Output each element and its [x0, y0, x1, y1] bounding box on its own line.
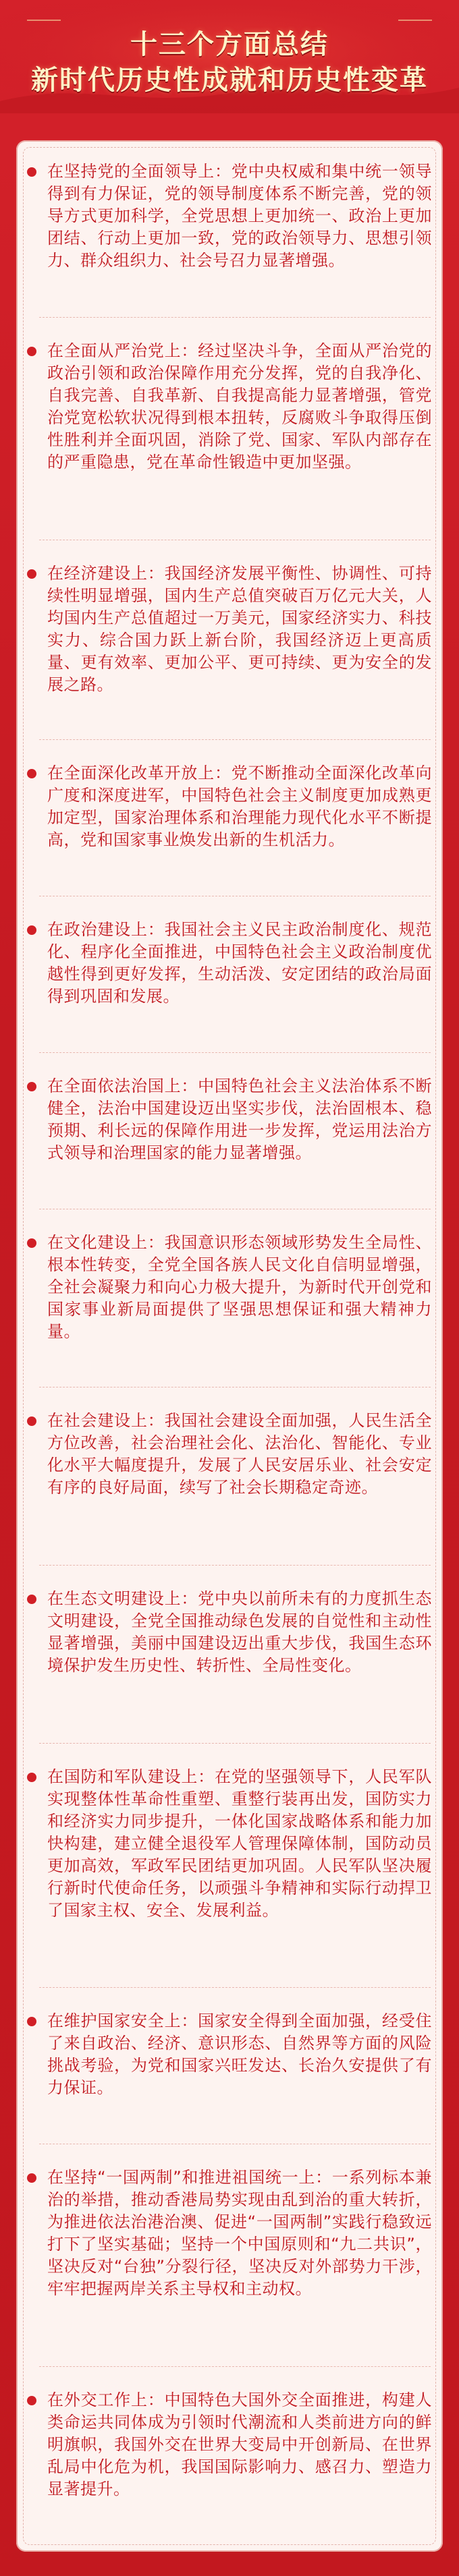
bullet-icon	[27, 167, 36, 177]
bullet-icon	[27, 1595, 36, 1604]
bullet-icon	[27, 1238, 36, 1248]
divider	[39, 317, 431, 318]
list-item-text: 在全面深化改革开放上：党不断推动全面深化改革向广度和深度进军，中国特色社会主义制度更加成熟更加定型，国家治理体系和治理能力现代化水平不断提高，党和国家事业焕发出新的生机活力。	[47, 764, 432, 849]
bullet-icon	[27, 925, 36, 935]
list-item	[43, 1410, 432, 1499]
list-item-text: 在外交工作上：中国特色大国外交全面推进，构建人类命运共同体成为引领时代潮流和人类前进方向的鲜明旗帜，我国外交在世界大变局中开创新局、在世界乱局中化危为机，我国国际影响力、感召力、塑造力显著提升。	[47, 2391, 432, 2498]
list-item	[43, 762, 432, 851]
list-item-text: 在全面从严治党上：经过坚决斗争，全面从严治党的政治引领和政治保障作用充分发挥，党的自我净化、自我完善、自我革新、自我提高能力显著增强，管党治党宽松软状况得到根本扭转，反腐败斗争取得压倒性胜利并全面巩固，消除了党、国家、军队内部存在的严重隐患，党在革命性锻造中更加坚强。	[47, 341, 432, 471]
page-title-line-2: 新时代历史性成就和历史性变革	[31, 65, 428, 96]
list-item-text: 在文化建设上：我国意识形态领域形势发生全局性、根本性转变，全党全国各族人民文化自信明显增强，全社会凝聚力和向心力极大提升，为新时代开创党和国家事业新局面提供了坚强思想保证和强大精神力量。	[47, 1233, 432, 1341]
list-item-text: 在坚持“一国两制”和推进祖国统一上：一系列标本兼治的举措，推动香港局势实现由乱到治的重大转折，为推进依法治港治澳、促进“一国两制”实践行稳致远打下了坚实基础；坚持一个中国原则和“九二共识”，坚决反对“台独”分裂行径，坚决反对外部势力干涉，牢牢把握两岸关系主导权和主动权。	[47, 2168, 432, 2298]
divider	[39, 1987, 431, 1988]
list-item-text: 在生态文明建设上：党中央以前所未有的力度抓生态文明建设，全党全国推动绿色发展的自觉性和主动性显著增强，美丽中国建设迈出重大步伐，我国生态环境保护发生历史性、转折性、全局性变化。	[47, 1589, 432, 1675]
divider	[39, 2366, 431, 2367]
content-card	[16, 140, 443, 2552]
list-item-text: 在坚持党的全面领导上：党中央权威和集中统一领导得到有力保证，党的领导制度体系不断完善，党的领导方式更加科学，全党思想上更加统一、政治上更加团结、行动上更加一致，党的政治领导力、思想引领力、群众组织力、社会号召力显著增强。	[47, 162, 432, 270]
bullet-icon	[27, 2017, 36, 2026]
bullet-icon	[27, 769, 36, 778]
list-item-text: 在国防和军队建设上：在党的坚强领导下，人民军队实现整体性革命性重塑、重整行装再出发，国防实力和经济实力同步提升，一体化国家战略体系和能力加快构建，建立健全退役军人管理保障体制，国防动员更加高效，军政军民团结更加巩固。人民军队坚决履行新时代使命任务，以顽强斗争精神和实际行动捍卫了国家主权、安全、发展利益。	[47, 1767, 432, 1920]
list-item	[43, 2167, 432, 2300]
bullet-icon	[27, 569, 36, 579]
list-item	[43, 1766, 432, 1922]
bullet-icon	[27, 2396, 36, 2405]
bullet-icon	[27, 347, 36, 356]
list-item-text: 在全面依法治国上：中国特色社会主义法治体系不断健全，法治中国建设迈出坚实步伐，法治固根本、稳预期、利长远的保障作用进一步发挥，党运用法治方式领导和治理国家的能力显著增强。	[47, 1077, 432, 1162]
divider	[39, 1565, 431, 1566]
header	[0, 0, 459, 113]
bullet-icon	[27, 1773, 36, 1782]
list-item-text: 在政治建设上：我国社会主义民主政治制度化、规范化、程序化全面推进，中国特色社会主义政治制度优越性得到更好发挥，生动活泼、安定团结的政治局面得到巩固和发展。	[47, 920, 432, 1006]
list-item-text: 在社会建设上：我国社会建设全面加强，人民生活全方位改善，社会治理社会化、法治化、智能化、专业化水平大幅度提升，发展了人民安居乐业、社会安定有序的良好局面，续写了社会长期稳定奇迹。	[47, 1411, 432, 1497]
list-item	[43, 1075, 432, 1164]
divider	[39, 739, 431, 740]
list-item	[43, 1588, 432, 1677]
bullet-icon	[27, 2173, 36, 2183]
list-item	[43, 2010, 432, 2099]
list-item-text: 在维护国家安全上：国家安全得到全面加强，经受住了来自政治、经济、意识形态、自然界等方面的风险挑战考验，为党和国家兴旺发达、长治久安提供了有力保证。	[47, 2011, 432, 2097]
divider	[39, 1052, 431, 1053]
list-item-text: 在经济建设上：我国经济发展平衡性、协调性、可持续性明显增强，国内生产总值突破百万亿元大关，人均国内生产总值超过一万美元，国家经济实力、科技实力、综合国力跃上新台阶，我国经济迈上更高质量、更有效率、更加公平、更可持续、更为安全的发展之路。	[47, 564, 432, 694]
page-title-line-1: 十三个方面总结	[130, 29, 329, 60]
bullet-icon	[27, 1082, 36, 1091]
list-item	[43, 919, 432, 1008]
list-item	[43, 161, 432, 272]
bullet-icon	[27, 1416, 36, 1426]
list-item	[43, 1232, 432, 1343]
list-item	[43, 2389, 432, 2500]
list-item	[43, 340, 432, 474]
divider	[39, 1743, 431, 1744]
list-item	[43, 563, 432, 696]
